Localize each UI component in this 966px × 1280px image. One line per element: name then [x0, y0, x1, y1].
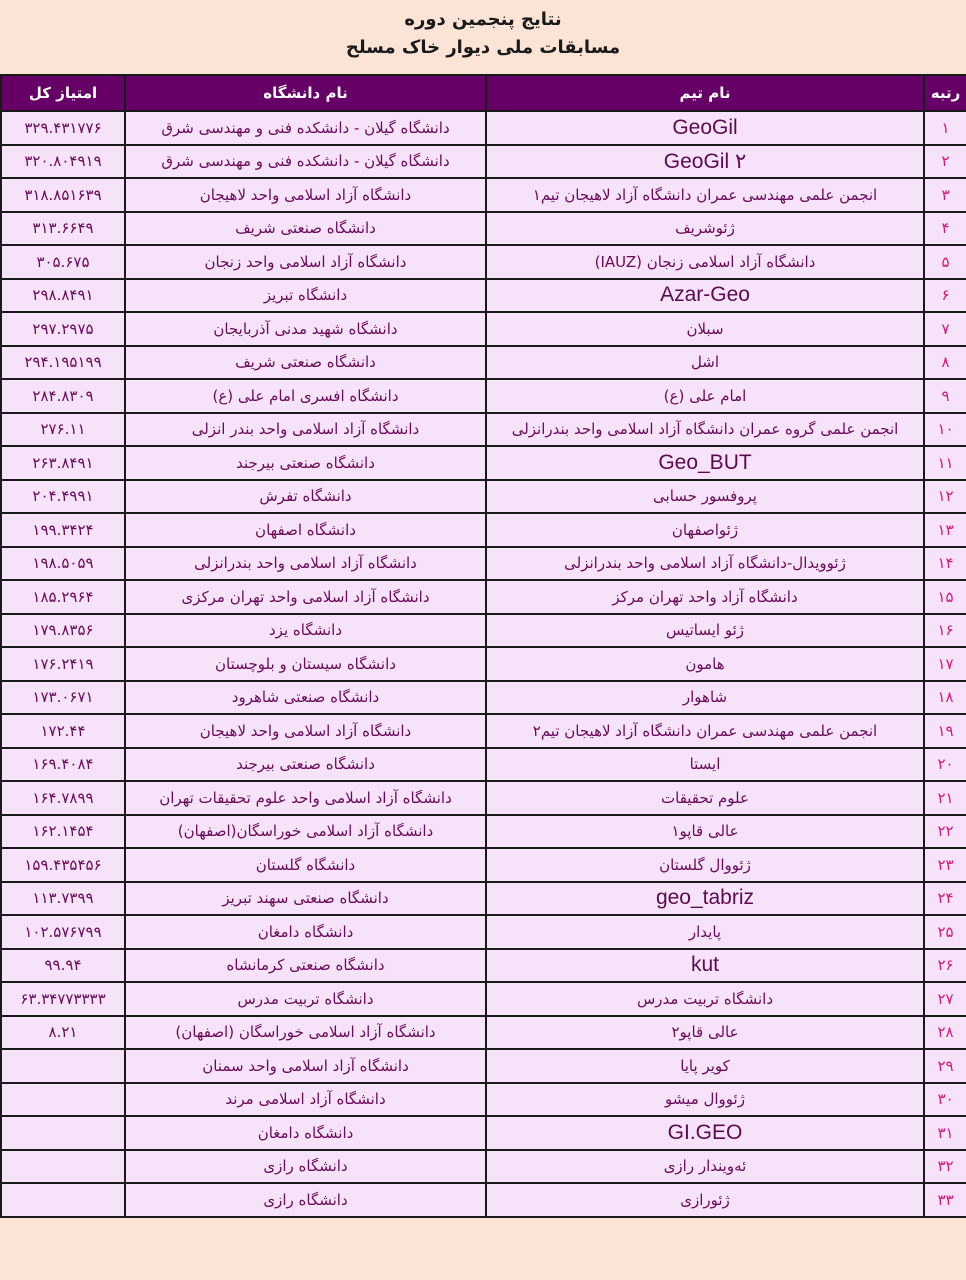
university-cell: دانشگاه آزاد اسلامی واحد لاهیجان — [125, 714, 486, 748]
score-cell: ۱۹۸.۵۰۵۹ — [1, 547, 125, 581]
team-name-cell: شاهوار — [486, 681, 924, 715]
rank-cell: ۱۳ — [924, 513, 966, 547]
table-row — [1, 212, 966, 246]
table-row — [1, 178, 966, 212]
university-cell: دانشگاه گلستان — [125, 848, 486, 882]
rank-cell: ۱۱ — [924, 446, 966, 480]
team-name-cell: دانشگاه آزاد واحد تهران مرکز — [486, 580, 924, 614]
table-row — [1, 279, 966, 313]
score-cell: ۳۰۵.۶۷۵ — [1, 245, 125, 279]
table-row — [1, 949, 966, 983]
university-cell: دانشگاه سیستان و بلوچستان — [125, 647, 486, 681]
university-cell: دانشگاه صنعتی شاهرود — [125, 681, 486, 715]
score-cell: ۱۶۲.۱۴۵۴ — [1, 815, 125, 849]
score-cell: ۳۱۳.۶۶۴۹ — [1, 212, 125, 246]
table-row — [1, 982, 966, 1016]
score-cell: ۲۸۴.۸۳۰۹ — [1, 379, 125, 413]
score-cell — [1, 1049, 125, 1083]
university-cell: دانشگاه آزاد اسلامی مرند — [125, 1083, 486, 1117]
table-row — [1, 781, 966, 815]
header-rank: رتبه — [924, 75, 966, 111]
university-cell: دانشگاه گیلان - دانشکده فنی و مهندسی شرق — [125, 145, 486, 179]
rank-cell: ۳۳ — [924, 1183, 966, 1217]
rank-cell: ۱۸ — [924, 681, 966, 715]
rank-cell: ۲۲ — [924, 815, 966, 849]
score-cell: ۲۷۶.۱۱ — [1, 413, 125, 447]
score-cell: ۱۰۲.۵۷۶۷۹۹ — [1, 915, 125, 949]
table-row — [1, 1083, 966, 1117]
team-name-cell: امام علی (ع) — [486, 379, 924, 413]
university-cell: دانشگاه تفرش — [125, 480, 486, 514]
university-cell: دانشگاه آزاد اسلامی واحد سمنان — [125, 1049, 486, 1083]
team-name-cell: ژئووال میشو — [486, 1083, 924, 1117]
score-cell: ۲۹۸.۸۴۹۱ — [1, 279, 125, 313]
university-cell: دانشگاه رازی — [125, 1150, 486, 1184]
score-cell: ۲۶۳.۸۴۹۱ — [1, 446, 125, 480]
team-name-cell: پایدار — [486, 915, 924, 949]
team-name-cell: عالی قاپو۱ — [486, 815, 924, 849]
rank-cell: ۱۹ — [924, 714, 966, 748]
rank-cell: ۴ — [924, 212, 966, 246]
rank-cell: ۷ — [924, 312, 966, 346]
table-row — [1, 446, 966, 480]
rank-cell: ۳۲ — [924, 1150, 966, 1184]
team-name-cell: دانشگاه آزاد اسلامی زنجان (IAUZ) — [486, 245, 924, 279]
rank-cell: ۱۴ — [924, 547, 966, 581]
score-cell: ۱۷۶.۲۴۱۹ — [1, 647, 125, 681]
score-cell — [1, 1116, 125, 1150]
table-row — [1, 1116, 966, 1150]
rank-cell: ۱۵ — [924, 580, 966, 614]
table-row — [1, 1016, 966, 1050]
rank-cell: ۱ — [924, 111, 966, 145]
score-cell — [1, 1183, 125, 1217]
rank-cell: ۲۱ — [924, 781, 966, 815]
university-cell: دانشگاه صنعتی سهند تبریز — [125, 882, 486, 916]
university-cell: دانشگاه اصفهان — [125, 513, 486, 547]
team-name-cell: ژئوویدال-دانشگاه آزاد اسلامی واحد بندرانزلی — [486, 547, 924, 581]
team-name-cell: انجمن علمی گروه عمران دانشگاه آزاد اسلامی واحد بندرانزلی — [486, 413, 924, 447]
rank-cell: ۸ — [924, 346, 966, 380]
rank-cell: ۲۰ — [924, 748, 966, 782]
university-cell: دانشگاه آزاد اسلامی واحد بندرانزلی — [125, 547, 486, 581]
university-cell: دانشگاه شهید مدنی آذربایجان — [125, 312, 486, 346]
score-cell: ۱۸۵.۲۹۶۴ — [1, 580, 125, 614]
table-row — [1, 1049, 966, 1083]
table-row — [1, 848, 966, 882]
table-row — [1, 346, 966, 380]
team-name-cell: ژئو ایساتیس — [486, 614, 924, 648]
university-cell: دانشگاه دامغان — [125, 915, 486, 949]
rank-cell: ۹ — [924, 379, 966, 413]
rank-cell: ۲۳ — [924, 848, 966, 882]
team-name-cell: انجمن علمی مهندسی عمران دانشگاه آزاد لاهیجان تیم۱ — [486, 178, 924, 212]
score-cell: ۶۳.۳۴۷۷۳۳۳۳ — [1, 982, 125, 1016]
score-cell: ۳۲۹.۴۳۱۷۷۶ — [1, 111, 125, 145]
table-row — [1, 379, 966, 413]
table-row — [1, 480, 966, 514]
rank-cell: ۵ — [924, 245, 966, 279]
table-row — [1, 748, 966, 782]
table-row — [1, 111, 966, 145]
table-row — [1, 714, 966, 748]
score-cell: ۱۷۳.۰۶۷۱ — [1, 681, 125, 715]
team-name-cell: kut — [486, 949, 924, 983]
university-cell: دانشگاه صنعتی شریف — [125, 212, 486, 246]
rank-cell: ۲۵ — [924, 915, 966, 949]
score-cell — [1, 1150, 125, 1184]
table-row — [1, 1150, 966, 1184]
score-cell: ۹۹.۹۴ — [1, 949, 125, 983]
header-score: امتیاز کل — [1, 75, 125, 111]
university-cell: دانشگاه صنعتی شریف — [125, 346, 486, 380]
team-name-cell: اشل — [486, 346, 924, 380]
table-header-row — [1, 75, 966, 111]
table-row — [1, 145, 966, 179]
team-name-cell: عالی قاپو۲ — [486, 1016, 924, 1050]
table-row — [1, 815, 966, 849]
team-name-cell: ژئورازی — [486, 1183, 924, 1217]
score-cell: ۳۲۰.۸۰۴۹۱۹ — [1, 145, 125, 179]
score-cell: ۱۷۲.۴۴ — [1, 714, 125, 748]
university-cell: دانشگاه آزاد اسلامی واحد بندر انزلی — [125, 413, 486, 447]
team-name-cell: انجمن علمی مهندسی عمران دانشگاه آزاد لاهیجان تیم۲ — [486, 714, 924, 748]
rank-cell: ۳۱ — [924, 1116, 966, 1150]
university-cell: دانشگاه گیلان - دانشکده فنی و مهندسی شرق — [125, 111, 486, 145]
score-cell: ۱۵۹.۴۳۵۴۵۶ — [1, 848, 125, 882]
university-cell: دانشگاه تربیت مدرس — [125, 982, 486, 1016]
rank-cell: ۲۹ — [924, 1049, 966, 1083]
table-row — [1, 413, 966, 447]
table-row — [1, 915, 966, 949]
team-name-cell: Azar-Geo — [486, 279, 924, 313]
rank-cell: ۱۶ — [924, 614, 966, 648]
score-cell: ۱۱۳.۷۳۹۹ — [1, 882, 125, 916]
results-table — [0, 74, 966, 1218]
university-cell: دانشگاه دامغان — [125, 1116, 486, 1150]
university-cell: دانشگاه صنعتی بیرجند — [125, 748, 486, 782]
team-name-cell: ژئوشریف — [486, 212, 924, 246]
title-line-2: مسابقات ملی دیوار خاک مسلح — [345, 37, 621, 58]
rank-cell: ۲۷ — [924, 982, 966, 1016]
team-name-cell: GI.GEO — [486, 1116, 924, 1150]
rank-cell: ۲ — [924, 145, 966, 179]
team-name-cell: GeoGil — [486, 111, 924, 145]
score-cell: ۱۹۹.۳۴۲۴ — [1, 513, 125, 547]
table-body — [1, 111, 966, 1217]
university-cell: دانشگاه آزاد اسلامی خوراسگان(اصفهان) — [125, 815, 486, 849]
score-cell: ۸.۲۱ — [1, 1016, 125, 1050]
table-row — [1, 312, 966, 346]
team-name-cell: کویر پایا — [486, 1049, 924, 1083]
team-name-cell: علوم تحقیقات — [486, 781, 924, 815]
team-name-cell: ژئووال گلستان — [486, 848, 924, 882]
team-name-cell: GeoGil ۲ — [486, 145, 924, 179]
table-row — [1, 614, 966, 648]
team-name-cell: Geo_BUT — [486, 446, 924, 480]
table-row — [1, 245, 966, 279]
rank-cell: ۶ — [924, 279, 966, 313]
score-cell — [1, 1083, 125, 1117]
rank-cell: ۲۶ — [924, 949, 966, 983]
rank-cell: ۱۰ — [924, 413, 966, 447]
table-row — [1, 1183, 966, 1217]
team-name-cell: پروفسور حسابی — [486, 480, 924, 514]
results-title — [0, 0, 966, 74]
team-name-cell: سبلان — [486, 312, 924, 346]
table-row — [1, 882, 966, 916]
header-university: نام دانشگاه — [125, 75, 486, 111]
team-name-cell: ئەویندار رازی — [486, 1150, 924, 1184]
rank-cell: ۱۷ — [924, 647, 966, 681]
rank-cell: ۱۲ — [924, 480, 966, 514]
header-team: نام تیم — [486, 75, 924, 111]
title-line-1: نتایج پنجمین دوره — [404, 9, 562, 30]
score-cell: ۱۶۹.۴۰۸۴ — [1, 748, 125, 782]
rank-cell: ۳ — [924, 178, 966, 212]
team-name-cell: ژئواصفهان — [486, 513, 924, 547]
university-cell: دانشگاه صنعتی بیرجند — [125, 446, 486, 480]
university-cell: دانشگاه افسری امام علی (ع) — [125, 379, 486, 413]
table-row — [1, 681, 966, 715]
university-cell: دانشگاه رازی — [125, 1183, 486, 1217]
university-cell: دانشگاه آزاد اسلامی خوراسگان (اصفهان) — [125, 1016, 486, 1050]
score-cell: ۳۱۸.۸۵۱۶۳۹ — [1, 178, 125, 212]
university-cell: دانشگاه آزاد اسلامی واحد تهران مرکزی — [125, 580, 486, 614]
table-row — [1, 513, 966, 547]
score-cell: ۲۹۴.۱۹۵۱۹۹ — [1, 346, 125, 380]
university-cell: دانشگاه صنعتی کرمانشاه — [125, 949, 486, 983]
university-cell: دانشگاه آزاد اسلامی واحد لاهیجان — [125, 178, 486, 212]
university-cell: دانشگاه تبریز — [125, 279, 486, 313]
score-cell: ۱۶۴.۷۸۹۹ — [1, 781, 125, 815]
university-cell: دانشگاه آزاد اسلامی واحد علوم تحقیقات تهران — [125, 781, 486, 815]
rank-cell: ۳۰ — [924, 1083, 966, 1117]
score-cell: ۱۷۹.۸۳۵۶ — [1, 614, 125, 648]
table-row — [1, 547, 966, 581]
team-name-cell: هامون — [486, 647, 924, 681]
university-cell: دانشگاه آزاد اسلامی واحد زنجان — [125, 245, 486, 279]
table-row — [1, 647, 966, 681]
table-row — [1, 580, 966, 614]
university-cell: دانشگاه یزد — [125, 614, 486, 648]
team-name-cell: ایستا — [486, 748, 924, 782]
score-cell: ۲۹۷.۲۹۷۵ — [1, 312, 125, 346]
rank-cell: ۲۸ — [924, 1016, 966, 1050]
team-name-cell: دانشگاه تربیت مدرس — [486, 982, 924, 1016]
score-cell: ۲۰۴.۴۹۹۱ — [1, 480, 125, 514]
rank-cell: ۲۴ — [924, 882, 966, 916]
team-name-cell: geo_tabriz — [486, 882, 924, 916]
